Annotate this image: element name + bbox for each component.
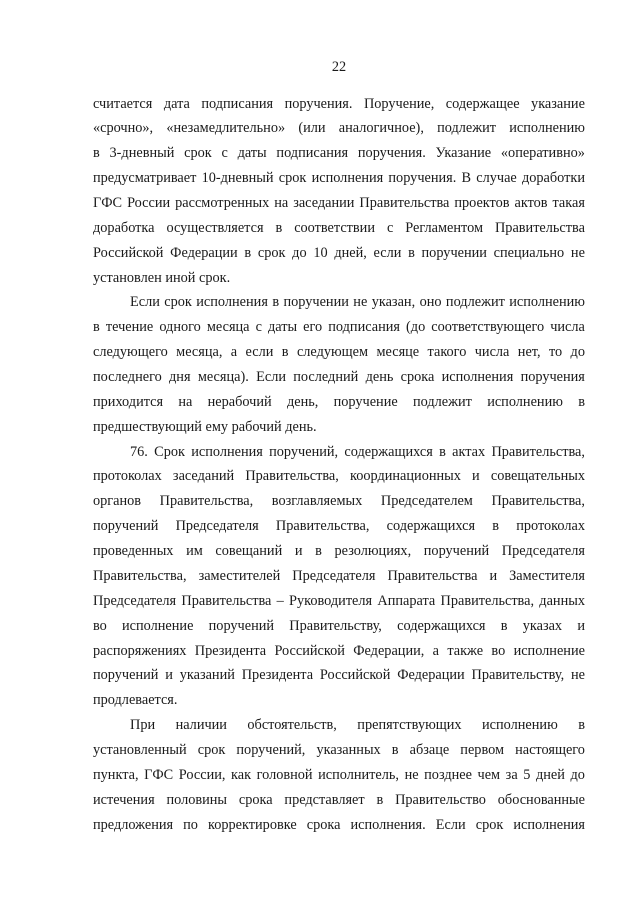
word: Председателем [380,493,473,510]
word: считается [93,95,153,112]
word: протоколах [516,518,585,535]
word: Указание [435,145,492,162]
text-line [93,315,585,340]
word: в [408,244,415,261]
word: также [447,642,484,659]
word: в [391,741,399,758]
text-line: предшествующий ему рабочий день. [93,418,317,435]
word: нет, [517,344,541,361]
word: по [183,816,198,833]
word: поручения. [357,145,426,162]
word: Правительства, [440,592,535,609]
word: 10 [313,244,328,261]
word: срока [400,369,435,386]
word: его [303,319,323,336]
word: заместителей [198,567,281,584]
word: месяца, [176,344,223,361]
word: исполнения [196,294,268,311]
word: 5 [523,766,531,783]
word: до [570,344,585,361]
word: во [491,642,506,659]
word: в [275,219,283,236]
word: Председателя [292,567,376,584]
word: обстоятельств, [247,717,337,734]
text-line [93,340,585,365]
word: Правительства, [245,468,339,485]
text-line [93,539,585,564]
text-line [93,216,585,241]
word: поручения. [388,170,457,187]
paragraph [93,92,585,291]
word: исполнитель, [318,766,400,783]
text-line: продлевается. [93,692,178,709]
word: течение [105,319,154,336]
word: с [221,145,228,162]
word: дней, [334,244,367,261]
word: Правительства [181,592,272,609]
word: указаний [179,667,235,684]
word: содержащее [445,95,520,112]
text-line [93,390,585,415]
word: в [500,617,508,634]
word: предложения [93,816,174,833]
word: Федерации, [353,642,425,659]
word: следующего [93,344,168,361]
word: в [492,518,500,535]
word: Федерации [397,667,465,684]
word: на [178,393,193,410]
word: поручения [520,369,585,386]
word: последнего [93,369,162,386]
word: В [461,170,472,187]
word: в [578,393,585,410]
word: наличии [175,717,227,734]
text-line [93,663,585,688]
word: содержащихся [386,518,476,535]
word: совещательных [490,468,585,485]
word: не [353,294,368,311]
word: соответствии [294,219,375,236]
word: как [231,766,252,783]
word: в [315,543,322,560]
word: ГФС [144,766,174,783]
word: возглавляемых [271,493,363,510]
word: даты [268,319,298,336]
word: срок [475,816,504,833]
word: исполнению [509,120,585,137]
word: и [577,617,585,634]
word: проведенных [93,543,174,560]
word: если [373,244,402,261]
word: препятствующих [357,717,462,734]
word: поручении [421,244,487,261]
text-line [93,166,585,191]
word: поручений [93,667,159,684]
word: в [93,145,100,162]
word: заседаний [172,468,235,485]
word: числа [474,344,510,361]
page-number: 22 [331,58,347,75]
word: Правительство [395,791,486,808]
word: проектов [454,195,510,212]
word: то [548,344,563,361]
word: такая [552,195,585,212]
word: Если [256,369,286,386]
word: подлежит [437,120,497,137]
word: истечения [93,791,155,808]
word: срок [164,294,192,311]
word: дня [169,369,191,386]
word: настоящего [515,741,585,758]
word: указание [531,95,585,112]
word: в [272,294,280,311]
word: приходится [93,393,164,410]
text-line [93,241,585,266]
word: Аппарата [377,592,436,609]
word: «оперативно» [500,145,585,162]
word: случае [476,170,517,187]
word: исполнение [122,617,194,634]
word: подписания [328,319,400,336]
word: поручений [93,518,159,535]
word: и [165,667,173,684]
word: осуществляется [166,219,264,236]
word: в [439,443,446,460]
word: органов [93,493,142,510]
word: срок [278,170,307,187]
word: подписания [201,95,274,112]
word: в [281,344,289,361]
word: им [186,543,203,560]
word: одного [159,319,201,336]
word: Председателя [501,543,585,560]
word: поручения. [284,95,353,112]
word: исполнению [509,294,585,311]
text-line [93,365,585,390]
paragraph [93,290,585,439]
word: содержащихся [397,617,486,634]
word: резолюциях, [334,543,412,560]
word: оно [419,294,442,311]
word: (до [406,319,426,336]
word: в [376,791,384,808]
word: исполнения. [350,816,426,833]
word: а [432,642,440,659]
word: нерабочий [207,393,272,410]
word: за [505,766,518,783]
word: исполнение [513,642,585,659]
word: Правительства, [491,493,585,510]
word: содержащихся [344,443,433,460]
text-line [93,92,585,117]
word: срока [306,816,341,833]
word: Заместителя [509,567,585,584]
text-line [93,813,585,838]
word: Президента [241,667,314,684]
word: срок [184,145,212,162]
word: поручение [333,393,398,410]
word: исполнения [191,443,263,460]
word: указанных [316,741,381,758]
word: с [386,219,394,236]
word: 76. [130,443,148,460]
word: исполнения [311,170,384,187]
text-line: установлен иной срок. [93,269,231,286]
word: исполнения [441,369,514,386]
text-line [93,589,585,614]
word: актов [514,195,548,212]
word: чем [477,766,501,783]
body-text [93,92,585,838]
word: Российской [274,642,345,659]
text-line [93,639,585,664]
word: первом [460,741,505,758]
word: в [578,717,585,734]
word: Если [130,294,160,311]
text-line [93,489,585,514]
word: (или [298,120,326,137]
text-line [93,564,585,589]
word: рассмотренных [175,195,270,212]
word: установленный [93,741,187,758]
word: числа [550,319,585,336]
word: если [245,344,274,361]
word: поручений, [269,443,339,460]
word: месяце [376,344,420,361]
text-line [93,738,585,763]
word: Российской [319,667,391,684]
word: следующем [296,344,369,361]
word: Председателя [93,592,177,609]
word: Федерации [170,244,238,261]
word: указах [522,617,563,634]
word: исполнения [513,816,585,833]
word: «срочно», [93,120,154,137]
word: Президента [194,642,267,659]
word: с [255,319,262,336]
word: Правительства, [159,493,254,510]
word: месяца). [197,369,249,386]
word: Срок [154,443,185,460]
word: поручений, [236,741,306,758]
word: головной [256,766,313,783]
word: Поручение, [363,95,435,112]
word: день [365,369,394,386]
text-line [93,191,585,216]
word: данных [539,592,585,609]
word: подлежит [412,393,472,410]
word: Правительства, [491,443,585,460]
text-line [93,464,585,489]
word: позднее [424,766,472,783]
word: Руководителя [289,592,373,609]
word: исполнению [487,393,563,410]
word: Правительству, [471,667,565,684]
word: не [404,766,419,783]
word: – [276,592,284,609]
word: в [244,244,252,261]
word: поручений [208,617,275,634]
word: обоснованные [497,791,585,808]
text-line [93,440,585,465]
text-line [93,141,585,166]
word: Правительства, [93,567,187,584]
word: не [570,244,585,261]
word: в [93,319,100,336]
word: пункта, [93,766,139,783]
word: даты [237,145,267,162]
word: до [292,244,307,261]
word: не [571,667,585,684]
word: аналогичное), [338,120,424,137]
word: Российской [93,244,164,261]
word: поручений [423,543,490,560]
text-line [93,788,585,813]
word: координационных [350,468,461,485]
word: на [274,195,289,212]
text-line [93,713,585,738]
word: Правительства [359,195,450,212]
word: срок [197,741,226,758]
word: подлежит [445,294,505,311]
paragraph [93,713,585,837]
word: исполнению [482,717,558,734]
word: специально [493,244,565,261]
word: а [230,344,238,361]
word: Правительства [387,567,478,584]
text-line [93,763,585,788]
word: до [570,766,585,783]
text-line [93,116,585,141]
word: 10-дневный [201,170,274,187]
word: Правительства, [275,518,370,535]
word: При [130,717,156,734]
word: и [472,468,480,485]
word: «незамедлительно» [166,120,286,137]
word: России [127,195,171,212]
word: актах [452,443,486,460]
word: указан, [371,294,416,311]
word: предусматривает [93,170,197,187]
word: поручении [283,294,349,311]
word: доработка [93,219,155,236]
word: во [93,617,107,634]
word: такого [427,344,467,361]
word: последний [293,369,359,386]
word: день, [286,393,319,410]
word: протоколах [93,468,162,485]
word: половины [166,791,228,808]
word: Если [435,816,466,833]
text-line [93,290,585,315]
word: совещаний [215,543,283,560]
word: дней [535,766,565,783]
word: и [294,543,303,560]
paragraph [93,440,585,713]
word: подписания [276,145,349,162]
word: дата [163,95,190,112]
word: доработки [521,170,585,187]
word: Правительству, [289,617,382,634]
word: Регламентом [405,219,484,236]
word: Председателя [175,518,259,535]
word: срока [238,791,273,808]
word: Правительства [494,219,585,236]
word: распоряжениях [93,642,187,659]
word: заседании [293,195,355,212]
word: месяца [206,319,250,336]
word: ГФС [93,195,123,212]
word: и [489,567,498,584]
word: представляет [284,791,365,808]
word: 3-дневный [109,145,175,162]
word: абзаце [409,741,450,758]
word: срок [257,244,286,261]
word: соответствующего [431,319,545,336]
text-line [93,614,585,639]
word: корректировке [208,816,297,833]
word: России, [178,766,226,783]
text-line [93,514,585,539]
